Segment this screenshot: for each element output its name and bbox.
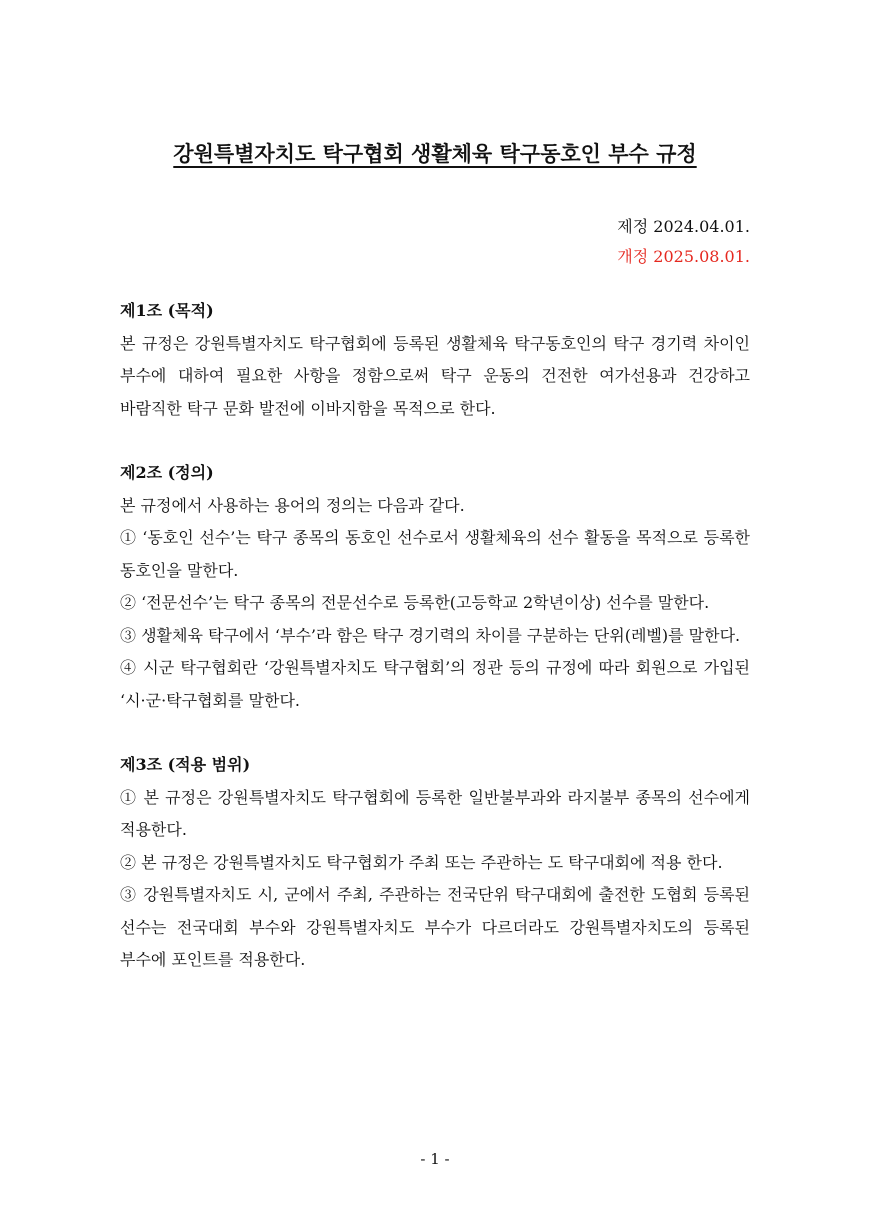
- revised-date: 개정 2025.08.01.: [617, 247, 750, 266]
- article-heading: 제3조 (적용 범위): [120, 755, 251, 774]
- article-1: [120, 295, 750, 425]
- article-heading: 제1조 (목적): [120, 301, 214, 320]
- article-heading: 제2조 (정의): [120, 463, 214, 482]
- article-clause: ② ‘전문선수’는 탁구 종목의 전문선수로 등록한(고등학교 2학년이상) 선수를 말한다.: [120, 593, 710, 612]
- date-block: [617, 212, 750, 272]
- article-clause: ③ 강원특별자치도 시, 군에서 주최, 주관하는 전국단위 탁구대회에 출전한 도협회 등록된 선수는 전국대회 부수와 강원특별자치도 부수가 다르더라도 강원특별자치도의 등록된 부수에 포인트를 적용한다.: [120, 885, 750, 969]
- article-clause: ② 본 규정은 강원특별자치도 탁구협회가 주최 또는 주관하는 도 탁구대회에 적용 한다.: [120, 852, 723, 872]
- document-title: 강원특별자치도 탁구협회 생활체육 탁구동호인 부수 규정: [173, 141, 697, 166]
- article-clause: ③ 생활체육 탁구에서 ‘부수’라 함은 탁구 경기력의 차이를 구분하는 단위(레벨)를 말한다.: [120, 625, 741, 645]
- article-2: [120, 457, 750, 717]
- article-3: [120, 749, 750, 977]
- article-paragraph: 본 규정에서 사용하는 용어의 정의는 다음과 같다.: [120, 495, 465, 515]
- article-clause: ④ 시군 탁구협회란 ‘강원특별자치도 탁구협회’의 정관 등의 규정에 따라 회원으로 가입된 ‘시·군·탁구협회를 말한다.: [120, 658, 750, 710]
- article-paragraph: 본 규정은 강원특별자치도 탁구협회에 등록된 생활체육 탁구동호인의 탁구 경기력 차이인 부수에 대하여 필요한 사항을 정함으로써 탁구 운동의 건전한 여가선용과 건강하고 바람직한 탁구 문화 발전에 이바지함을 목적으로 한다.: [120, 333, 750, 418]
- enacted-date: 제정 2024.04.01.: [617, 217, 750, 236]
- page-number: - 1 -: [420, 1150, 450, 1168]
- article-clause: ① ‘동호인 선수’는 탁구 종목의 동호인 선수로서 생활체육의 선수 활동을 목적으로 등록한 동호인을 말한다.: [120, 528, 750, 580]
- document-body: [120, 295, 750, 1009]
- article-clause: ① 본 규정은 강원특별자치도 탁구협회에 등록한 일반불부과와 라지불부 종목의 선수에게 적용한다.: [120, 787, 750, 839]
